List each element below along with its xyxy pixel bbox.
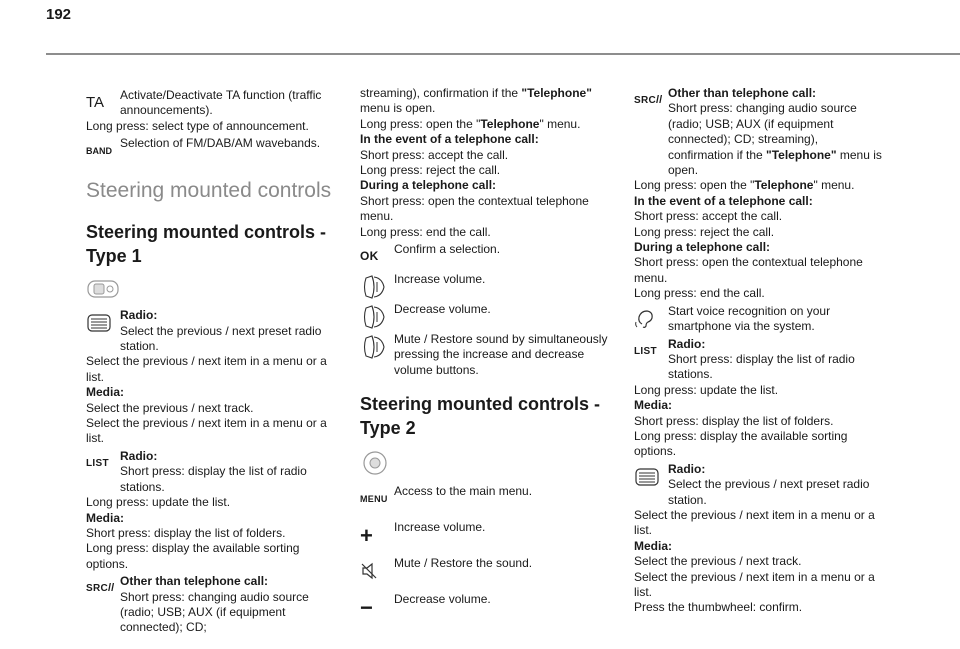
list-line: Long press: display the available sorting options. [86, 541, 300, 571]
radio-label: Radio: [120, 308, 158, 323]
src-label: Other than telephone call: [120, 574, 269, 589]
src-entry [86, 574, 336, 636]
ta-entry [86, 88, 336, 119]
ok-description: Confirm a selection. [394, 242, 501, 257]
thumbwheel-icon [634, 464, 664, 490]
radio-line: Select the previous / next preset radio station. [668, 477, 870, 507]
mute-description: Mute / Restore sound by simultaneously pressing the increase and decrease volume buttons. [394, 332, 608, 377]
mute-entry [360, 332, 610, 378]
during-line: Short press: open the contextual telephone menu. [634, 255, 863, 285]
list-line: Short press: display the list of radio stations. [668, 351, 855, 382]
mute-type2-entry [360, 556, 610, 576]
minus-icon: − [360, 594, 373, 620]
ta-description: Activate/Deactivate TA function (traffic announcements). [120, 88, 322, 118]
ta-long-press: Long press: select type of announcement. [86, 118, 309, 133]
band-entry [86, 136, 336, 156]
thumbwheel-confirm: Press the thumbwheel: confirm. [634, 600, 803, 615]
column-1 [86, 86, 336, 636]
type2-title: Steering mounted controls - Type 2 [360, 394, 601, 439]
radio-label: Radio: [668, 461, 706, 476]
list-line: Long press: update the list. [634, 382, 779, 397]
volume-up-entry [360, 272, 610, 292]
media-line: Select the previous / next item in a menu or a list. [86, 416, 327, 446]
volume-down-entry [360, 302, 610, 322]
event-line: Short press: accept the call. [634, 209, 783, 224]
list-line: Short press: display the list of folders. [86, 525, 286, 540]
ta-icon: TA [86, 94, 105, 112]
event-call-label: In the event of a telephone call: [360, 132, 539, 147]
band-description: Selection of FM/DAB/AM wavebands. [120, 136, 321, 151]
minus-description: Decrease volume. [394, 592, 491, 607]
page-number: 192 [46, 6, 72, 23]
list-entry [634, 337, 884, 383]
radio-line: Select the previous / next item in a menu or a list. [634, 507, 875, 538]
media-line: Select the previous / next track. [86, 400, 254, 415]
media-label: Media: [86, 385, 125, 400]
src-line: Short press: changing audio source (radio; USB; AUX (if equipment connected); CD; streaming), confirmation if the "Telephone" menu is open. [668, 101, 882, 178]
steering-controls-type1-icon [86, 278, 120, 300]
event-line: Long press: reject the call. [634, 224, 775, 239]
thumbwheel-icon [86, 310, 116, 336]
plus-icon: + [360, 522, 373, 548]
during-line: Long press: end the call. [360, 224, 491, 239]
media-label: Media: [634, 398, 673, 413]
mute-type2-description: Mute / Restore the sound. [394, 556, 533, 571]
voice-description: Start voice recognition on your smartphone via the system. [668, 303, 831, 334]
list-line: Short press: display the list of folders. [634, 413, 834, 428]
list-line: Long press: update the list. [86, 495, 231, 510]
plus-entry [360, 520, 610, 548]
list-icon: LIST [86, 458, 109, 470]
minus-entry [360, 592, 610, 620]
speaker-mute-icon [360, 558, 390, 584]
ok-entry [360, 242, 610, 262]
during-call-label: During a telephone call: [634, 240, 771, 255]
menu-description: Access to the main menu. [394, 484, 533, 499]
src-long-press: Long press: open the "Telephone" menu. [634, 178, 855, 193]
src-line: Short press: changing audio source (radio; USB; AUX (if equipment connected); CD; [120, 589, 309, 635]
menu-entry [360, 484, 610, 504]
steering-controls-type2-icon [360, 450, 390, 476]
ok-icon: OK [360, 249, 379, 264]
list-line: Short press: display the list of radio stations. [120, 464, 307, 494]
volume-down-button-icon [360, 304, 390, 330]
during-line: Long press: end the call. [634, 286, 765, 301]
event-call-label: In the event of a telephone call: [634, 193, 813, 208]
thumbwheel-entry [634, 462, 884, 508]
voice-recognition-icon [634, 306, 664, 332]
plus-description: Increase volume. [394, 520, 486, 535]
thumbwheel-entry [86, 308, 336, 354]
src-continuation: streaming), confirmation if the "Telephone" menu is open. [360, 86, 592, 116]
radio-line: Select the previous / next item in a menu or a list. [86, 354, 327, 384]
band-icon: BAND [86, 145, 112, 156]
voice-entry [634, 304, 884, 335]
volume-up-description: Increase volume. [394, 272, 486, 287]
src-long-press: Long press: open the "Telephone" menu. [360, 116, 581, 131]
list-icon: LIST [634, 345, 657, 357]
list-entry [86, 449, 336, 495]
menu-icon: MENU [360, 493, 388, 504]
src-icon: SRC // [634, 94, 663, 107]
src-label: Other than telephone call: [668, 86, 817, 100]
event-line: Long press: reject the call. [360, 163, 501, 178]
list-line: Long press: display the available sorting options. [634, 428, 848, 459]
during-call-label: During a telephone call: [360, 178, 497, 193]
during-line: Short press: open the contextual telephone menu. [360, 193, 589, 224]
section-title: Steering mounted controls [86, 179, 332, 203]
type1-title: Steering mounted controls - Type 1 [86, 222, 327, 267]
column-3 [634, 86, 884, 616]
volume-up-button-icon [360, 274, 390, 300]
src-icon: SRC // [86, 582, 115, 595]
column-2 [360, 86, 610, 620]
media-label: Media: [86, 510, 125, 525]
media-label: Media: [634, 538, 673, 553]
media-line: Select the previous / next track. [634, 554, 802, 569]
volume-down-description: Decrease volume. [394, 302, 491, 317]
media-line: Select the previous / next item in a menu or a list. [634, 569, 875, 599]
src-entry [634, 86, 884, 178]
radio-label: Radio: [668, 336, 706, 351]
header-divider [46, 53, 960, 55]
radio-line: Select the previous / next preset radio station. [120, 323, 322, 354]
radio-label: Radio: [120, 448, 158, 463]
mute-button-icon [360, 334, 390, 360]
event-line: Short press: accept the call. [360, 147, 509, 162]
